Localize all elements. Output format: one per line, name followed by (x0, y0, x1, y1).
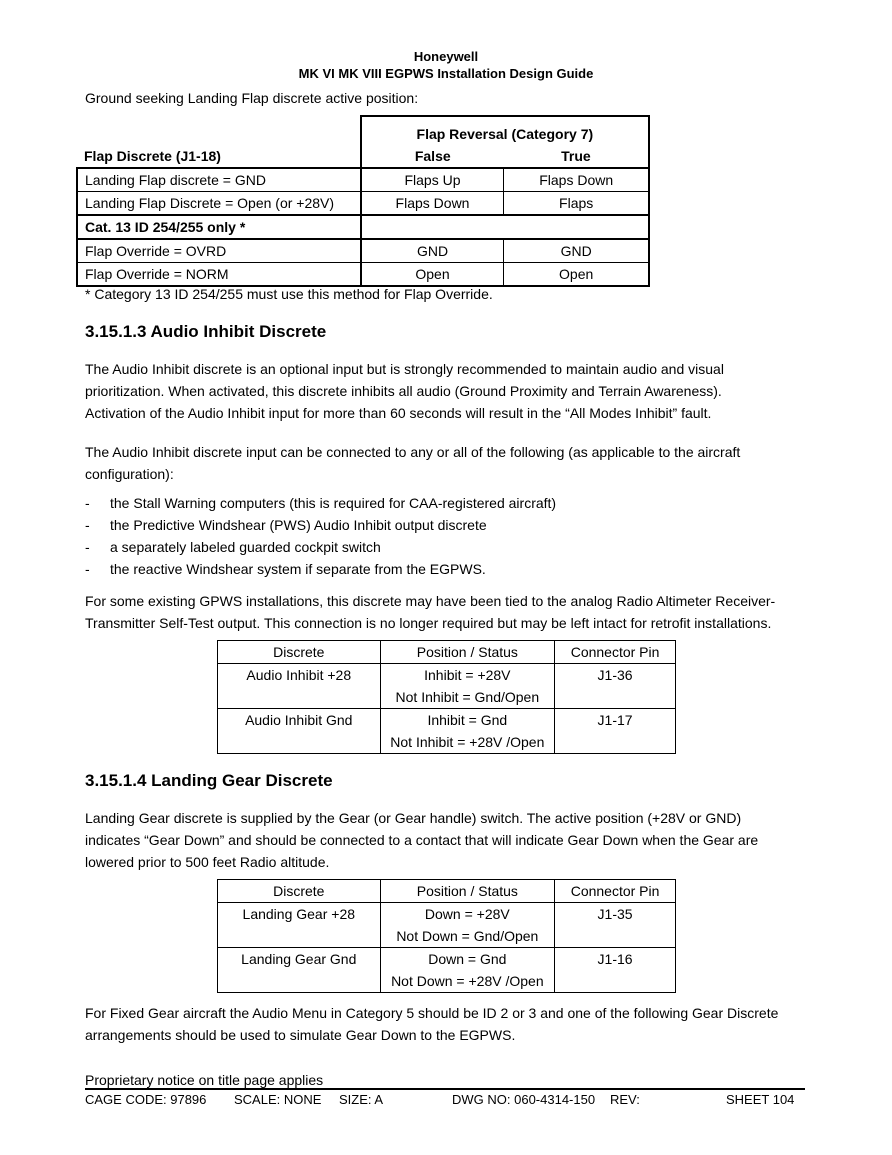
flap-row-true: Flaps Down (504, 168, 649, 192)
flap-row-false: GND (361, 239, 504, 263)
list-marker: - (85, 495, 90, 511)
discrete-cell: Landing Gear Gnd (218, 948, 381, 993)
status-cell (380, 709, 555, 754)
table-header: Connector Pin (555, 641, 676, 664)
paragraph-line: The Audio Inhibit discrete is an optional input but is strongly recommended to maintain audio and visual (85, 361, 724, 377)
table-row (77, 168, 649, 192)
table-row (218, 709, 676, 754)
paragraph-line: Landing Gear discrete is supplied by the Gear (or Gear handle) switch. The active position (+28V or GND) (85, 810, 742, 826)
paragraph-line: Transmitter Self-Test output. This connection is no longer required but may be left intact for retrofit installations. (85, 615, 772, 631)
flap-section-label: Cat. 13 ID 254/255 only * (77, 215, 361, 239)
discrete-cell: Landing Gear +28 (218, 903, 381, 948)
table-header: Position / Status (380, 880, 555, 903)
list-item: a separately labeled guarded cockpit switch (110, 539, 381, 555)
flap-true-label: True (504, 145, 649, 168)
flap-section-blank (361, 215, 649, 239)
audio-inhibit-table (217, 640, 676, 754)
flap-row-label: Flap Override = OVRD (77, 239, 361, 263)
section-heading: 3.15.1.4 Landing Gear Discrete (85, 771, 333, 790)
status-line: Inhibit = +28V (424, 667, 511, 683)
paragraph-line: Activation of the Audio Inhibit input for more than 60 seconds will result in the “All Modes Inhibit” fault. (85, 405, 712, 421)
flap-row-false: Flaps Up (361, 168, 504, 192)
discrete-cell: Audio Inhibit Gnd (218, 709, 381, 754)
dwg-number: DWG NO: 060-4314-150 (452, 1092, 596, 1107)
pin-cell: J1-16 (555, 948, 676, 993)
list-item: the reactive Windshear system if separate from the EGPWS. (110, 561, 486, 577)
sheet-number: SHEET 104 (726, 1092, 795, 1107)
paragraph-line: indicates “Gear Down” and should be connected to a contact that will indicate Gear Down when the Gear are (85, 832, 759, 848)
status-cell (380, 664, 555, 709)
status-line: Not Inhibit = Gnd/Open (395, 689, 540, 705)
size: SIZE: A (339, 1092, 384, 1107)
proprietary-notice: Proprietary notice on title page applies (85, 1072, 324, 1088)
paragraph-line: The Audio Inhibit discrete input can be connected to any or all of the following (as applicable to the aircraft (85, 444, 741, 460)
status-line: Not Inhibit = +28V /Open (390, 734, 545, 750)
table-header: Position / Status (380, 641, 555, 664)
table-row (77, 239, 649, 263)
footer-rule (85, 1088, 805, 1090)
flap-row-label: Landing Flap Discrete = Open (or +28V) (77, 192, 361, 216)
flap-row-false: Flaps Down (361, 192, 504, 216)
status-line: Down = Gnd (428, 951, 507, 967)
list-item: the Stall Warning computers (this is required for CAA-registered aircraft) (110, 495, 557, 511)
table-row (218, 903, 676, 948)
flap-row-label: Flap Override = NORM (77, 263, 361, 287)
flap-row-false: Open (361, 263, 504, 287)
pin-cell: J1-35 (555, 903, 676, 948)
status-cell (380, 948, 555, 993)
cage-code: CAGE CODE: 97896 (85, 1092, 207, 1107)
list-item: the Predictive Windshear (PWS) Audio Inhibit output discrete (110, 517, 487, 533)
flap-col-label: Flap Discrete (J1-18) (84, 148, 221, 164)
paragraph-line: configuration): (85, 466, 174, 482)
paragraph-line: prioritization. When activated, this discrete inhibits all audio (Ground Proximity and Terrain Awareness). (85, 383, 722, 399)
flap-false-label: False (361, 145, 504, 168)
status-line: Inhibit = Gnd (427, 712, 508, 728)
section-heading: 3.15.1.3 Audio Inhibit Discrete (85, 322, 327, 341)
paragraph-line: lowered prior to 500 feet Radio altitude. (85, 854, 330, 870)
table-header: Discrete (218, 880, 381, 903)
table-row (218, 948, 676, 993)
scale: SCALE: NONE (234, 1092, 322, 1107)
paragraph-line: For some existing GPWS installations, this discrete may have been tied to the analog Radio Altimeter Receiver- (85, 593, 776, 609)
flap-group-header: Flap Reversal (Category 7) (361, 116, 649, 145)
list-marker: - (85, 539, 90, 555)
paragraph-line: arrangements should be used to simulate Gear Down to the EGPWS. (85, 1027, 516, 1043)
status-cell (380, 903, 555, 948)
table-row (218, 664, 676, 709)
flap-footnote: * Category 13 ID 254/255 must use this method for Flap Override. (85, 286, 493, 302)
flap-row-true: Flaps (504, 192, 649, 216)
intro-line: Ground seeking Landing Flap discrete active position: (85, 90, 419, 106)
header-title: MK VI MK VIII EGPWS Installation Design Guide (298, 66, 594, 81)
discrete-cell: Audio Inhibit +28 (218, 664, 381, 709)
revision: REV: (610, 1092, 640, 1107)
flap-row-true: Open (504, 263, 649, 287)
status-line: Down = +28V (424, 906, 510, 922)
flap-discrete-table (76, 115, 650, 287)
list-marker: - (85, 561, 90, 577)
status-line: Not Down = Gnd/Open (396, 928, 539, 944)
pin-cell: J1-17 (555, 709, 676, 754)
pin-cell: J1-36 (555, 664, 676, 709)
table-row (77, 192, 649, 216)
header-company: Honeywell (413, 49, 479, 64)
paragraph-line: For Fixed Gear aircraft the Audio Menu in Category 5 should be ID 2 or 3 and one of the following Gear Discrete (85, 1005, 779, 1021)
flap-row-label: Landing Flap discrete = GND (77, 168, 361, 192)
table-header: Connector Pin (555, 880, 676, 903)
status-line: Not Down = +28V /Open (391, 973, 544, 989)
table-header: Discrete (218, 641, 381, 664)
flap-row-true: GND (504, 239, 649, 263)
list-marker: - (85, 517, 90, 533)
landing-gear-table (217, 879, 676, 993)
